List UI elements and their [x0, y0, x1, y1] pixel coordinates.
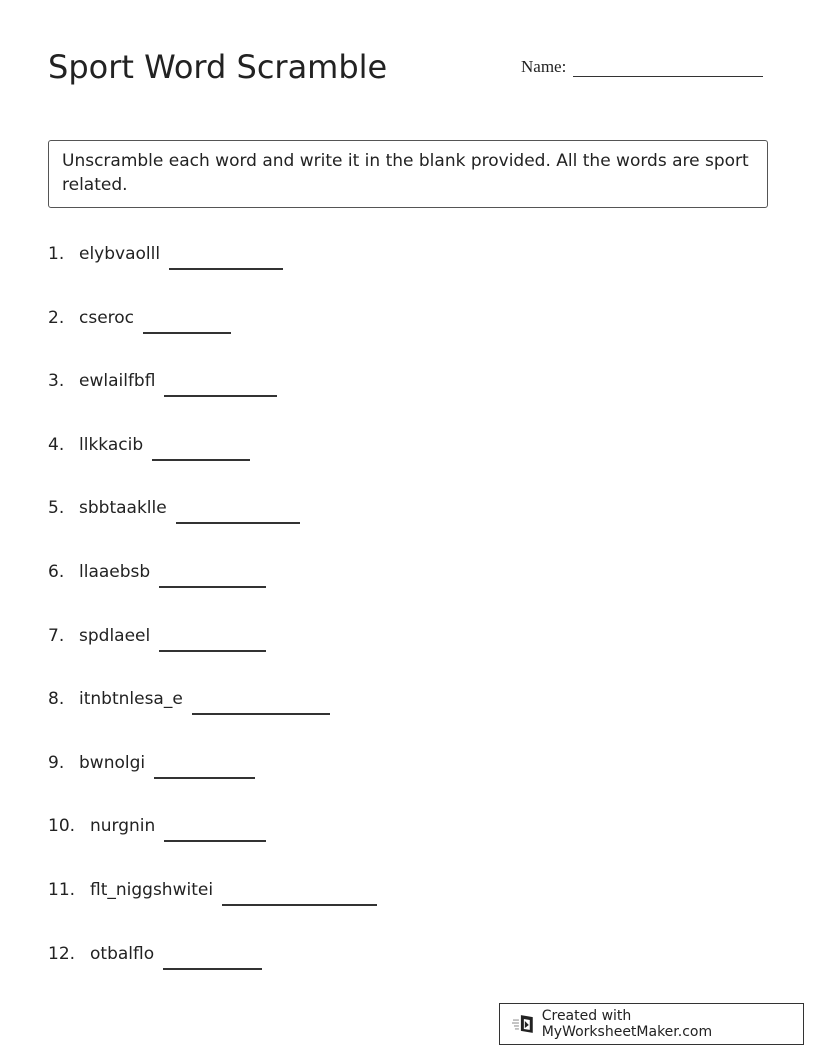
answer-blank[interactable]	[154, 753, 255, 779]
item-number: 5.	[48, 498, 65, 519]
answer-blank[interactable]	[176, 498, 300, 524]
word-item	[48, 371, 377, 435]
word-item	[48, 944, 377, 1008]
scrambled-word: elybvaolll	[79, 244, 161, 264]
name-label: Name:	[521, 57, 567, 76]
word-item	[48, 626, 377, 690]
scrambled-word: flt_niggshwitei	[90, 879, 214, 900]
item-number: 2.	[48, 307, 65, 328]
answer-blank[interactable]	[192, 689, 330, 715]
word-item	[48, 562, 377, 626]
scrambled-word: otbalflo	[90, 943, 155, 964]
word-item	[48, 880, 377, 944]
answer-blank[interactable]	[222, 880, 377, 906]
instructions-box: Unscramble each word and write it in the blank provided. All the words are sport related.	[48, 140, 768, 208]
answer-blank[interactable]	[164, 816, 266, 842]
word-item	[48, 244, 377, 308]
item-number: 8.	[48, 689, 65, 710]
word-item	[48, 308, 377, 372]
page-title: Sport Word Scramble	[48, 48, 388, 86]
word-item	[48, 498, 377, 562]
word-item	[48, 753, 377, 817]
answer-blank[interactable]	[159, 626, 266, 652]
worksheet-maker-logo-icon	[512, 1013, 536, 1035]
answer-blank[interactable]	[169, 244, 283, 270]
scrambled-word: ewlailfbfl	[79, 371, 156, 392]
word-item	[48, 816, 377, 880]
item-number: 12.	[48, 943, 76, 964]
item-number: 10.	[48, 816, 76, 837]
item-number: 7.	[48, 625, 65, 646]
scrambled-word: spdlaeel	[79, 625, 151, 646]
item-number: 4.	[48, 434, 65, 455]
answer-blank[interactable]	[159, 562, 266, 588]
scrambled-word: sbbtaaklle	[79, 498, 167, 519]
answer-blank[interactable]	[163, 944, 262, 970]
name-blank[interactable]	[573, 54, 763, 77]
item-number: 9.	[48, 752, 65, 773]
scrambled-word: llkkacib	[79, 434, 144, 455]
item-number: 3.	[48, 371, 65, 392]
answer-blank[interactable]	[143, 308, 231, 334]
item-number: 11.	[48, 879, 76, 900]
scrambled-word: nurgnin	[90, 816, 156, 837]
item-number: 6.	[48, 561, 65, 582]
name-field-group	[521, 54, 763, 77]
word-item	[48, 689, 377, 753]
scrambled-word: bwnolgi	[79, 752, 146, 773]
scrambled-word: cseroc	[79, 307, 135, 328]
footer-credit[interactable]	[499, 1003, 804, 1045]
word-item	[48, 435, 377, 499]
scrambled-word: itnbtnlesa_e	[79, 689, 183, 710]
answer-blank[interactable]	[164, 371, 277, 397]
footer-text: Created with MyWorksheetMaker.com	[541, 1008, 713, 1040]
word-list	[48, 244, 377, 1007]
answer-blank[interactable]	[152, 435, 250, 461]
scrambled-word: llaaebsb	[79, 561, 151, 582]
item-number: 1.	[48, 244, 65, 264]
